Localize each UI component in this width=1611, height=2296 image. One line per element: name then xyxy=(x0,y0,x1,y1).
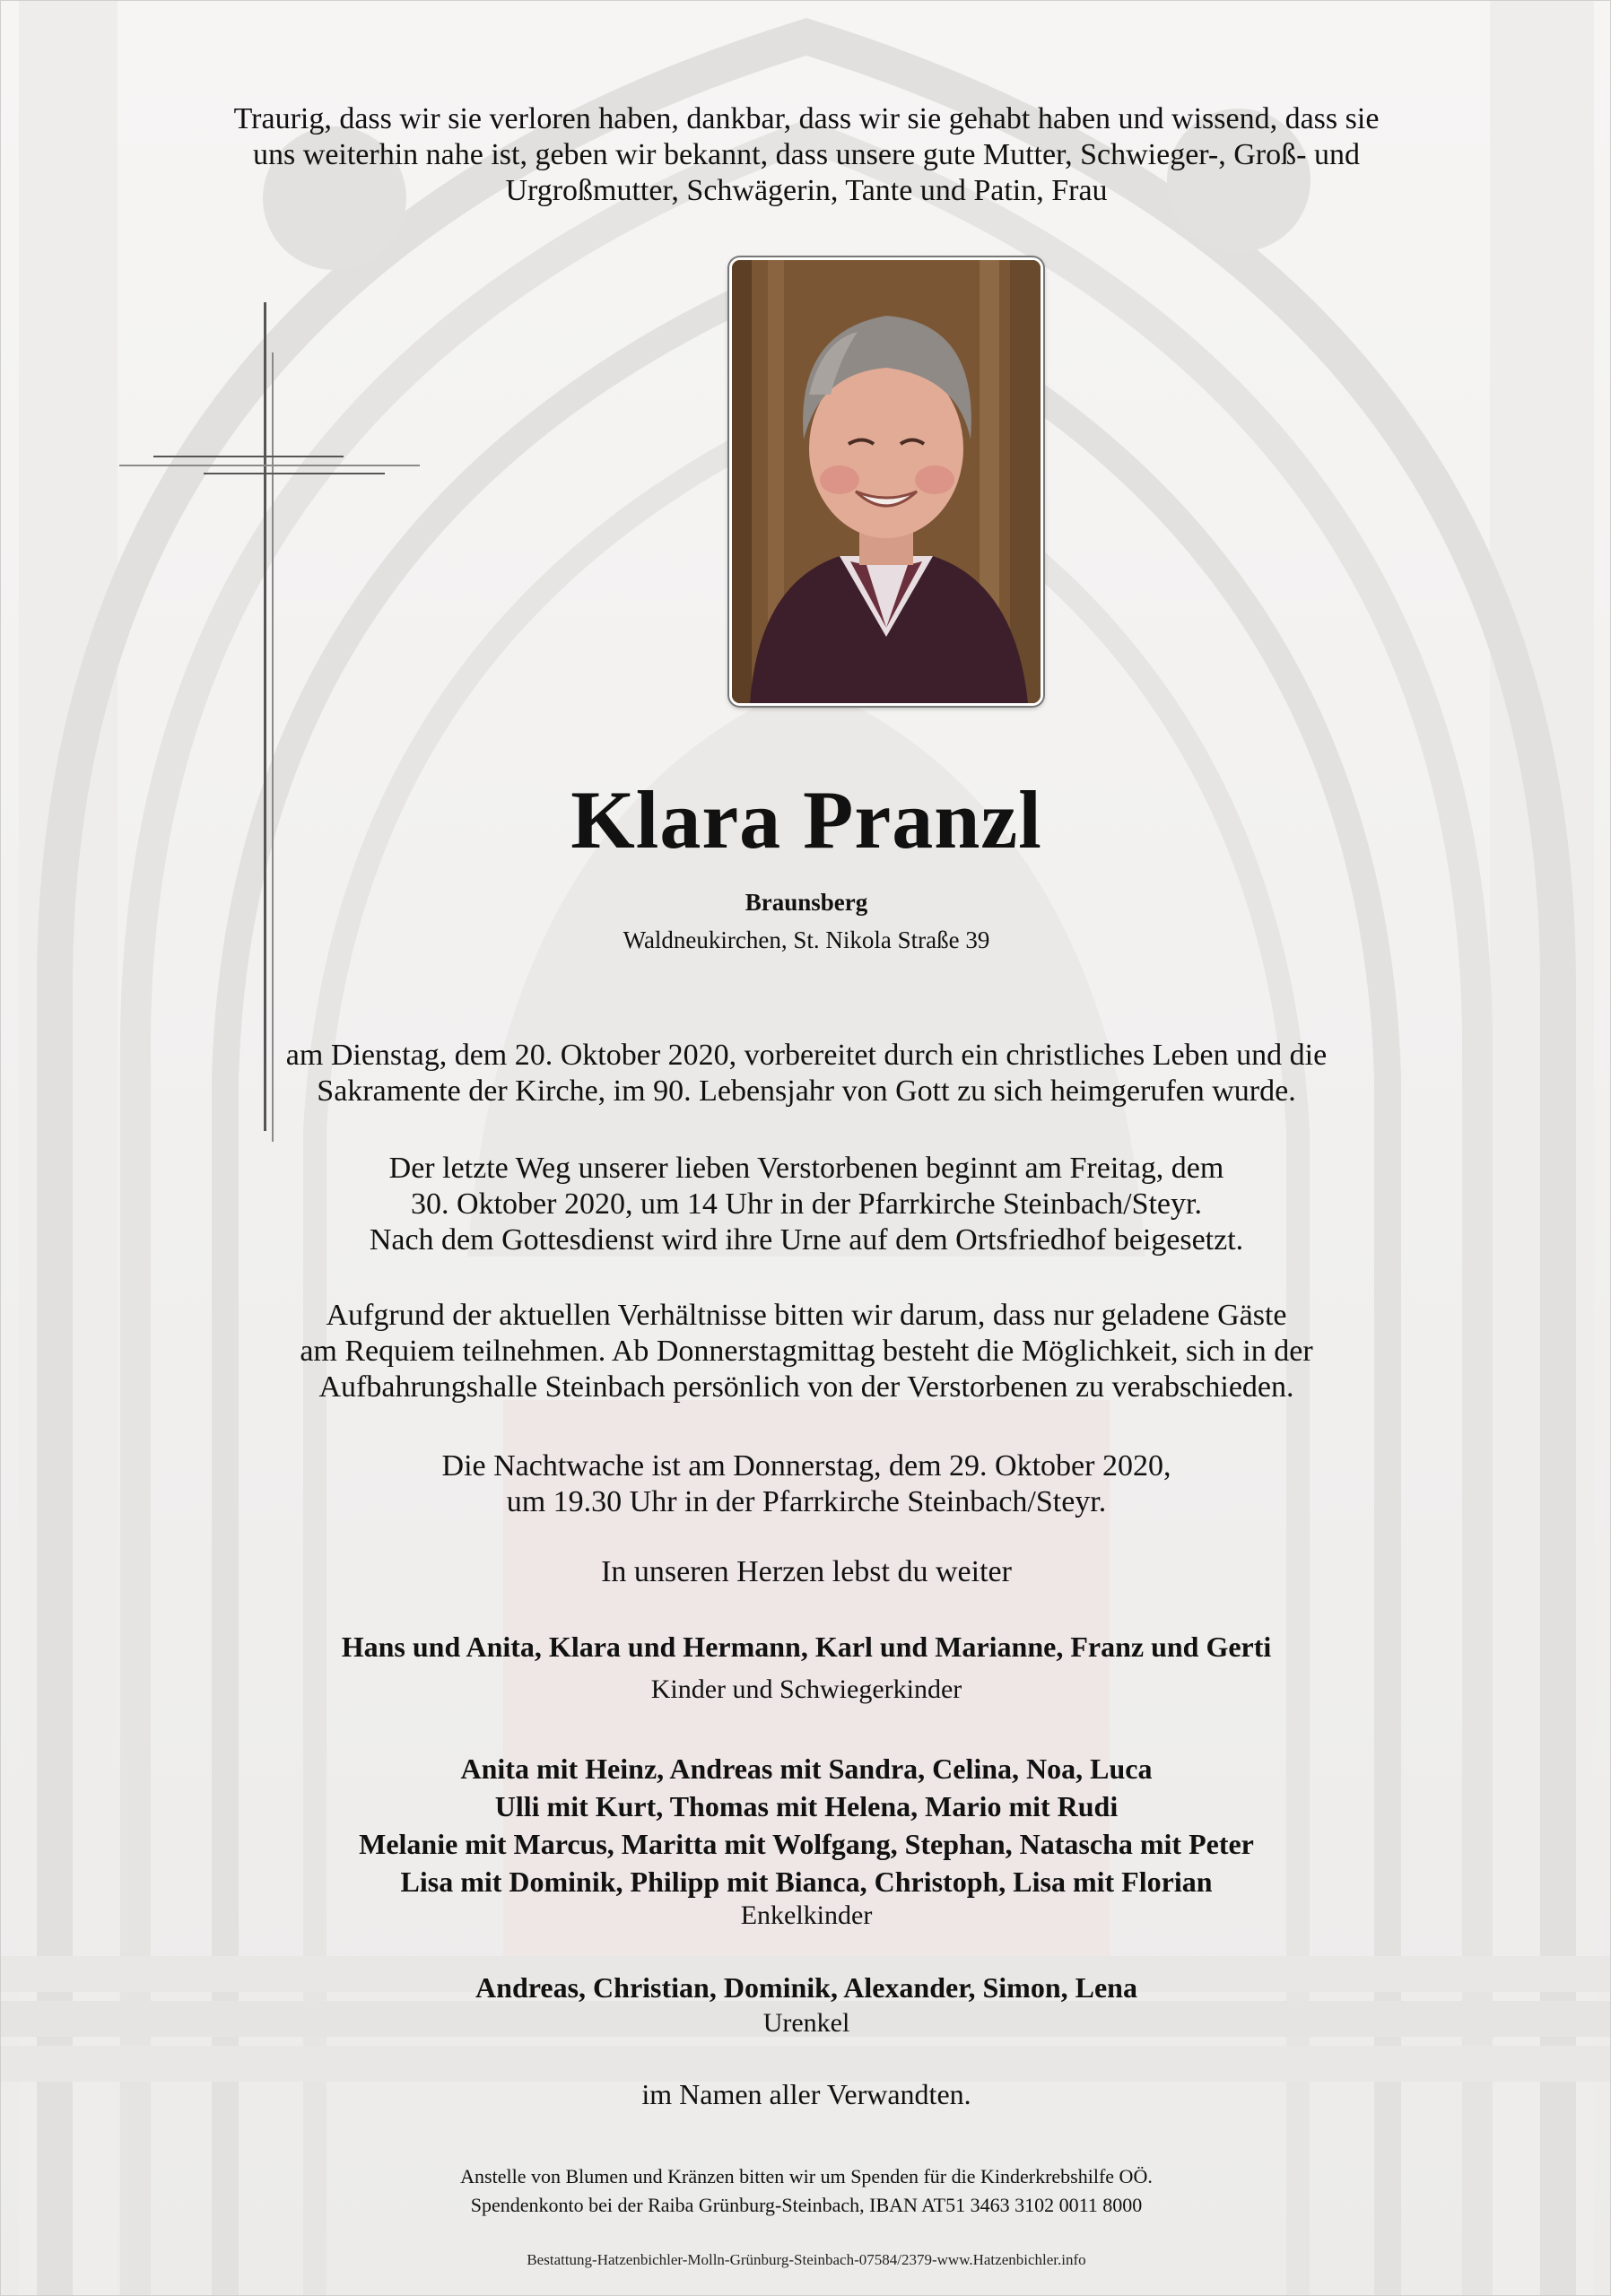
intro-text xyxy=(1,101,1611,209)
children-label: Kinder und Schwiegerkinder xyxy=(650,1674,962,1704)
text-line: am Requiem teilnehmen. Ab Donnerstagmittag besteht die Möglichkeit, sich in der xyxy=(300,1335,1313,1368)
grandchildren-line: Anita mit Heinz, Andreas mit Sandra, Celina, Noa, Luca xyxy=(460,1752,1153,1785)
text-line: Aufgrund der aktuellen Verhältnisse bitten wir darum, dass nur geladene Gäste xyxy=(326,1299,1287,1332)
requiem-paragraph xyxy=(1,1298,1611,1405)
intro-line: Traurig, dass wir sie verloren haben, dankbar, dass wir sie gehabt haben und wissend, dass sie xyxy=(233,102,1380,135)
grandchildren-label: Enkelkinder xyxy=(740,1900,873,1930)
death-paragraph xyxy=(1,1038,1611,1109)
deceased-name: Klara Pranzl xyxy=(570,774,1042,865)
closing-line: im Namen aller Verwandten. xyxy=(641,2078,971,2110)
great-grandchildren-label: Urenkel xyxy=(762,2008,850,2038)
vigil-paragraph xyxy=(1,1448,1611,1520)
text-line: Nach dem Gottesdienst wird ihre Urne auf dem Ortsfriedhof beigesetzt. xyxy=(369,1223,1244,1257)
grandchildren-line: Ulli mit Kurt, Thomas mit Helena, Mario mit Rudi xyxy=(494,1790,1119,1822)
text-line: Der letzte Weg unserer lieben Verstorbenen beginnt am Freitag, dem xyxy=(388,1152,1224,1185)
great-grandchildren-names: Andreas, Christian, Dominik, Alexander, Simon, Lena xyxy=(475,1971,1137,2004)
grandchildren-line: Lisa mit Dominik, Philipp mit Bianca, Christoph, Lisa mit Florian xyxy=(400,1866,1213,1898)
text-line: Aufbahrungshalle Steinbach persönlich von der Verstorbenen zu verabschieden. xyxy=(318,1370,1294,1404)
text-line: 30. Oktober 2020, um 14 Uhr in der Pfarrkirche Steinbach/Steyr. xyxy=(411,1187,1202,1221)
grandchildren-line: Melanie mit Marcus, Maritta mit Wolfgang, Stephan, Natascha mit Peter xyxy=(359,1828,1254,1860)
donation-note xyxy=(1,2162,1611,2220)
funeral-home-footer: Bestattung-Hatzenbichler-Molln-Grünburg-Steinbach-07584/2379-www.Hatzenbichler.info xyxy=(527,2251,1086,2268)
intro-line: Urgroßmutter, Schwägerin, Tante und Patin, Frau xyxy=(505,174,1108,207)
intro-line: uns weiterhin nahe ist, geben wir bekannt, dass unsere gute Mutter, Schwieger-, Groß- und xyxy=(253,138,1360,171)
text-line: am Dienstag, dem 20. Oktober 2020, vorbereitet durch ein christliches Leben und die xyxy=(285,1039,1328,1072)
text-line: Sakramente der Kirche, im 90. Lebensjahr von Gott zu sich heimgerufen wurde. xyxy=(317,1074,1296,1108)
text-line: um 19.30 Uhr in der Pfarrkirche Steinbach/Steyr. xyxy=(506,1485,1107,1518)
portrait-photo xyxy=(729,257,1043,706)
text-line: Die Nachtwache ist am Donnerstag, dem 29. Oktober 2020, xyxy=(441,1449,1171,1483)
motto: In unseren Herzen lebst du weiter xyxy=(601,1555,1012,1588)
deceased-location: Braunsberg xyxy=(745,889,868,916)
donation-line: Anstelle von Blumen und Kränzen bitten wir um Spenden für die Kinderkrebshilfe OÖ. xyxy=(460,2165,1153,2187)
donation-line: Spendenkonto bei der Raiba Grünburg-Steinbach, IBAN AT51 3463 3102 0011 8000 xyxy=(470,2194,1143,2216)
children-names: Hans und Anita, Klara und Hermann, Karl und Marianne, Franz und Gerti xyxy=(341,1631,1272,1663)
deceased-address: Waldneukirchen, St. Nikola Straße 39 xyxy=(623,926,990,953)
grandchildren-names xyxy=(1,1750,1611,1900)
funeral-paragraph xyxy=(1,1151,1611,1258)
